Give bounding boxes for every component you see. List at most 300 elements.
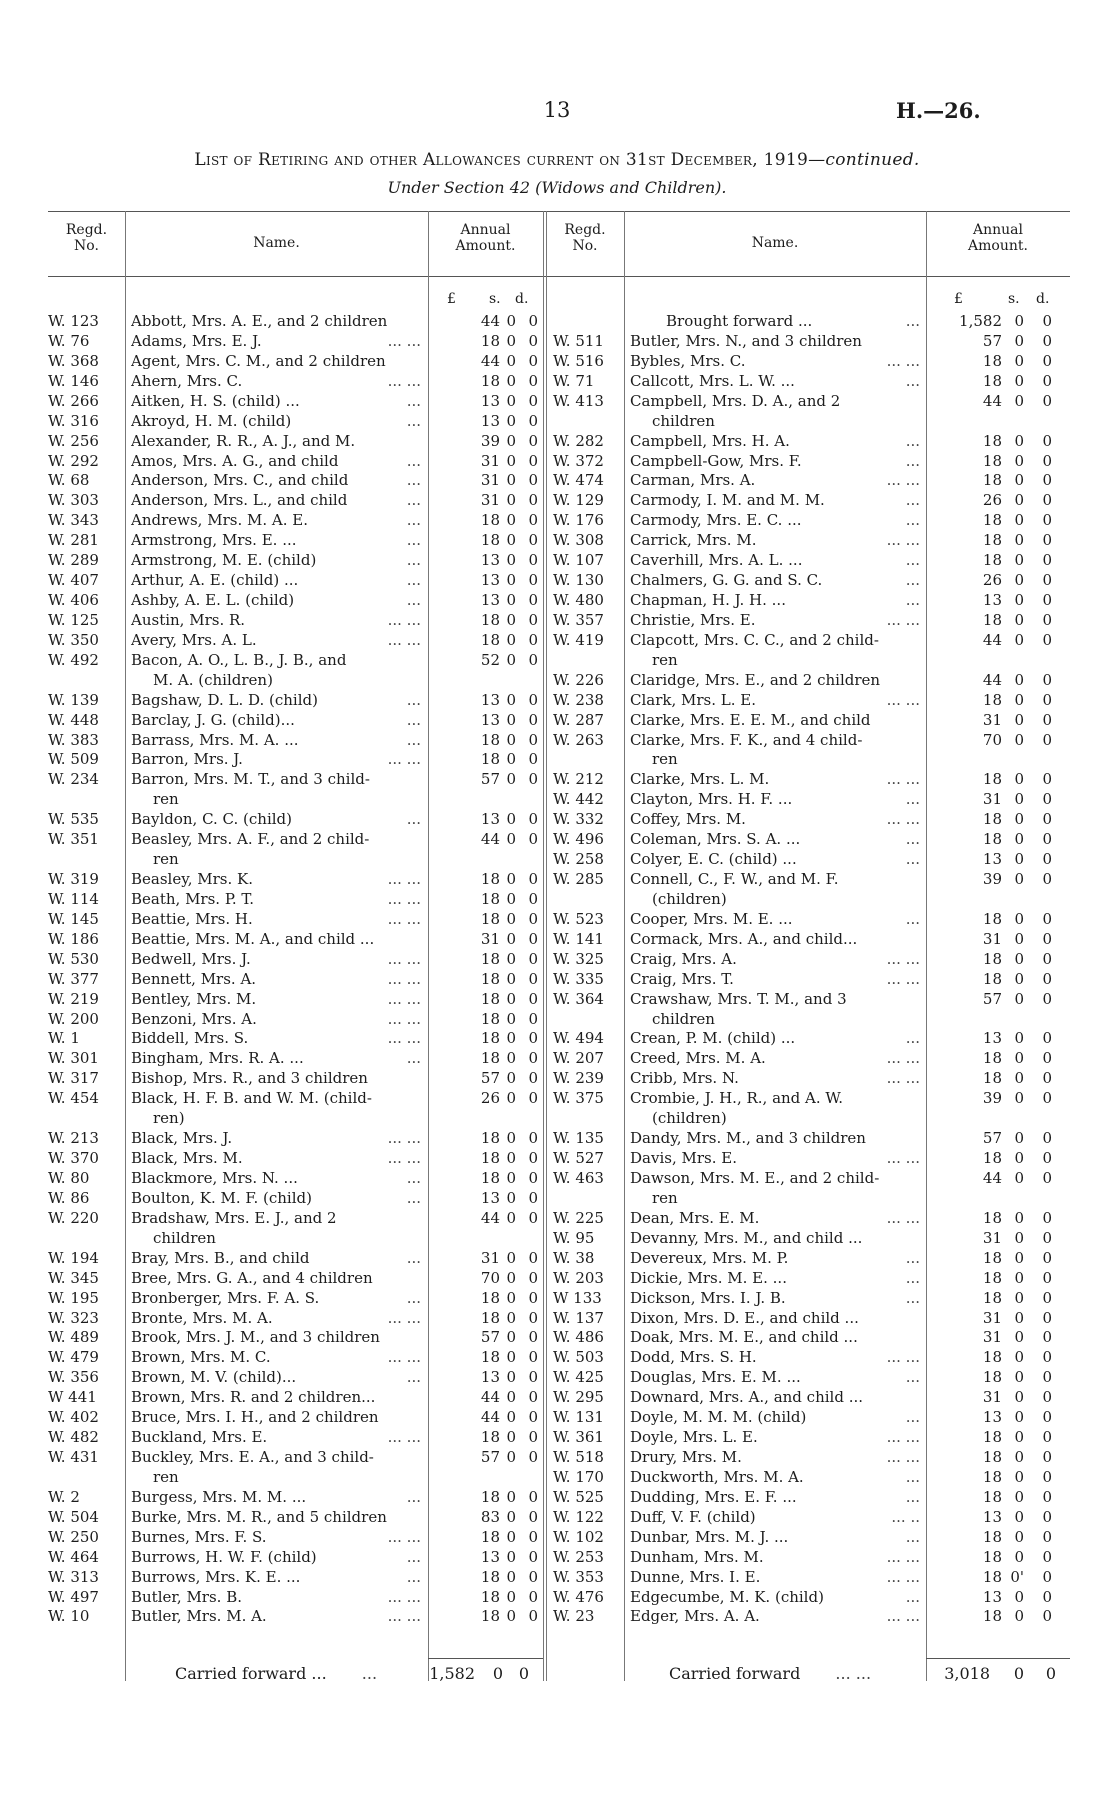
leader-dots: ... ...	[886, 1069, 920, 1088]
amount-shillings: 0	[506, 1129, 516, 1148]
amount-pounds: 18	[982, 1149, 1002, 1168]
table-row	[0, 1427, 1114, 1447]
reg-number: W. 494	[553, 1029, 604, 1048]
amount-shillings: 0	[506, 491, 516, 510]
leader-dots: ...	[905, 431, 920, 450]
amount-shillings: 0	[1014, 1208, 1024, 1227]
name-text: Bray, Mrs. B., and child	[131, 1248, 310, 1267]
reg-number: W. 474	[553, 471, 604, 490]
reg-number: W. 301	[48, 1049, 99, 1068]
amount-pounds: 18	[982, 1049, 1002, 1068]
leader-dots: ...	[406, 1547, 421, 1566]
amount-pounds: 44	[480, 351, 500, 370]
amount-shillings: 0	[1014, 989, 1024, 1008]
amount-pence: 0	[528, 989, 538, 1008]
amount-pence: 0	[528, 1049, 538, 1068]
amount-pence: 0	[1042, 1029, 1052, 1048]
amount-pounds: 18	[982, 810, 1002, 829]
amount-shillings: 0	[506, 710, 516, 729]
reg-number: W. 357	[553, 610, 604, 629]
amount-shillings: 0	[506, 1188, 516, 1207]
name-text: Adams, Mrs. E. J.	[131, 331, 262, 350]
reg-number: W. 131	[553, 1408, 604, 1427]
amount-shillings: 0	[1014, 371, 1024, 390]
name-text: Benzoni, Mrs. A.	[131, 1009, 257, 1028]
amount-pounds: 18	[982, 1448, 1002, 1466]
amount-pence: 0	[528, 830, 538, 849]
name-text: Doak, Mrs. M. E., and child ...	[630, 1328, 858, 1347]
person-name	[630, 1048, 920, 1068]
amount-pounds: 18	[480, 969, 500, 988]
name-text: Barclay, J. G. (child)...	[131, 710, 295, 729]
table-row	[0, 311, 1114, 331]
amount-pence: 0	[1042, 909, 1052, 928]
amount-shillings: 0	[506, 531, 516, 550]
amount-pence: 0	[528, 1168, 538, 1187]
amount-pence: 0	[528, 810, 538, 829]
name-text: Butler, Mrs. N., and 3 children	[630, 331, 862, 350]
amount-shillings: 0	[506, 1448, 516, 1466]
header-no-label: No.	[572, 238, 598, 254]
amount-shillings: 0	[1014, 969, 1024, 988]
amount-shillings: 0'	[1010, 1567, 1024, 1586]
name-text: Dandy, Mrs. M., and 3 children	[630, 1129, 866, 1148]
table-row	[0, 1547, 1114, 1567]
table-row	[0, 1188, 1114, 1208]
reg-number: W. 375	[553, 1089, 604, 1108]
amount-pence: 0	[1042, 1208, 1052, 1227]
reg-number: W. 530	[48, 949, 99, 968]
leader-dots: ... ...	[886, 1567, 920, 1586]
leader-dots: ...	[905, 1029, 920, 1048]
person-name	[630, 670, 920, 690]
reg-number: W. 239	[553, 1069, 604, 1088]
table-row	[0, 710, 1114, 730]
leader-dots: ...	[406, 1188, 421, 1207]
unit-pound-right: £	[954, 291, 963, 307]
reg-number: W. 317	[48, 1069, 99, 1088]
table-row	[0, 1048, 1114, 1068]
name-text: Cormack, Mrs. A., and child...	[630, 929, 858, 948]
amount-pounds: 31	[982, 1388, 1002, 1407]
amount-shillings: 0	[1014, 1089, 1024, 1108]
reg-number: W. 289	[48, 551, 99, 570]
amount-pounds: 18	[480, 1487, 500, 1506]
name-text: Brown, M. V. (child)...	[131, 1368, 297, 1387]
amount-pounds: 44	[982, 391, 1002, 410]
leader-dots: ... ...	[387, 610, 421, 629]
reg-number: W. 226	[553, 670, 604, 689]
name-text: Anderson, Mrs. L., and child	[131, 491, 348, 510]
amount-shillings: 0	[506, 1268, 516, 1287]
name-text: children	[652, 1009, 715, 1028]
amount-shillings: 0	[506, 610, 516, 629]
reg-number: W. 442	[553, 790, 604, 809]
amount-pounds: 18	[982, 969, 1002, 988]
amount-shillings: 0	[1014, 591, 1024, 610]
person-name	[630, 789, 920, 809]
reg-number: W. 220	[48, 1208, 99, 1227]
amount-pounds: 57	[982, 1129, 1002, 1148]
reg-number: W. 511	[553, 331, 604, 350]
amount-pounds: 13	[480, 571, 500, 590]
brought-forward-label	[666, 311, 920, 331]
amount-shillings: 0	[506, 1428, 516, 1447]
amount-pence: 0	[1042, 1487, 1052, 1506]
name-text: ren	[652, 650, 678, 669]
name-text: Doyle, M. M. M. (child)	[630, 1408, 807, 1427]
amount-pence: 0	[1042, 630, 1052, 649]
name-text: Chalmers, G. G. and S. C.	[630, 571, 823, 590]
amount-shillings: 0	[1014, 491, 1024, 510]
leader-dots: ...	[905, 1288, 920, 1307]
name-text: Dudding, Mrs. E. F. ...	[630, 1487, 797, 1506]
amount-shillings: 0	[1014, 1328, 1024, 1347]
reg-number: W. 219	[48, 989, 99, 1008]
amount-pence: 0	[528, 1408, 538, 1427]
person-name	[630, 730, 920, 750]
amount-pence: 0	[528, 571, 538, 590]
name-text: Craig, Mrs. T.	[630, 969, 734, 988]
leader-dots: ... ...	[886, 351, 920, 370]
name-text: Cribb, Mrs. N.	[630, 1069, 739, 1088]
table-row	[0, 829, 1114, 849]
title-main: List of Retiring and other Allowances current on 31st December, 1919—	[194, 150, 826, 170]
person-name	[630, 1487, 920, 1507]
table-row	[0, 470, 1114, 490]
leader-dots: ... ...	[387, 371, 421, 390]
amount-shillings: 0	[1014, 1288, 1024, 1307]
reg-number: W. 253	[553, 1547, 604, 1566]
amount-shillings: 0	[1014, 551, 1024, 570]
amount-pounds: 18	[982, 1547, 1002, 1566]
amount-pounds: 83	[480, 1507, 500, 1526]
reg-number: W. 256	[48, 431, 99, 450]
amount-pounds: 70	[982, 730, 1002, 749]
name-text: Craig, Mrs. A.	[630, 949, 737, 968]
name-text: Devereux, Mrs. M. P.	[630, 1248, 789, 1267]
person-name	[630, 1347, 920, 1367]
reg-number: W. 170	[553, 1467, 604, 1486]
amount-shillings: 0	[1014, 850, 1024, 869]
amount-pounds: 18	[982, 511, 1002, 530]
amount-shillings: 0	[1014, 870, 1024, 889]
amount-pounds: 18	[480, 1168, 500, 1187]
carried-forward-left-pence: 0	[518, 1664, 529, 1683]
amount-pence: 0	[1042, 1268, 1052, 1287]
amount-pence: 0	[1042, 1567, 1052, 1586]
name-text: children	[652, 411, 715, 430]
leader-dots: ... ...	[387, 909, 421, 928]
table-row	[0, 510, 1114, 530]
name-text: Bagshaw, D. L. D. (child)	[131, 690, 318, 709]
amount-pounds: 31	[982, 1328, 1002, 1347]
table-row	[0, 1606, 1114, 1626]
person-name	[630, 1308, 920, 1328]
name-text: Barron, Mrs. M. T., and 3 child-	[131, 770, 370, 789]
amount-pence: 0	[1042, 949, 1052, 968]
amount-pence: 0	[528, 770, 538, 789]
leader-dots: ... ..	[891, 1507, 920, 1526]
person-name	[630, 1028, 920, 1048]
table-row	[0, 730, 1114, 750]
amount-shillings: 0	[506, 511, 516, 530]
amount-pence: 0	[528, 1388, 538, 1407]
amount-pence: 0	[528, 312, 538, 330]
reg-number: W. 509	[48, 750, 99, 769]
amount-pounds: 18	[480, 949, 500, 968]
table-row	[0, 889, 1114, 909]
amount-pounds: 39	[982, 870, 1002, 889]
leader-dots: ... ...	[886, 770, 920, 789]
table-row	[0, 929, 1114, 949]
amount-pounds: 18	[982, 471, 1002, 490]
table-row	[0, 1248, 1114, 1268]
amount-pounds: 18	[480, 1129, 500, 1148]
name-text: ren	[652, 750, 678, 769]
carried-forward-right-dots: ... ...	[835, 1664, 872, 1683]
name-text: Armstrong, Mrs. E. ...	[131, 531, 297, 550]
amount-pounds: 18	[480, 1587, 500, 1606]
header-annual-label: Annual	[460, 222, 511, 238]
amount-pounds: 18	[982, 1069, 1002, 1088]
amount-pence: 0	[528, 431, 538, 450]
amount-pence: 0	[1042, 850, 1052, 869]
name-text: Doyle, Mrs. L. E.	[630, 1428, 758, 1447]
person-name	[630, 391, 920, 411]
name-text: Arthur, A. E. (child) ...	[131, 571, 299, 590]
leader-dots: ...	[406, 1567, 421, 1586]
reg-number: W. 482	[48, 1428, 99, 1447]
amount-pence: 0	[1042, 1248, 1052, 1267]
name-text: Dixon, Mrs. D. E., and child ...	[630, 1308, 859, 1327]
carried-forward-right-pence: 0	[1045, 1664, 1056, 1683]
amount-pounds: 18	[982, 770, 1002, 789]
reg-number: W. 23	[553, 1607, 595, 1626]
name-text: Dodd, Mrs. S. H.	[630, 1348, 757, 1367]
person-name	[630, 1068, 920, 1088]
amount-pounds: 13	[480, 710, 500, 729]
name-text: Blackmore, Mrs. N. ...	[131, 1168, 298, 1187]
name-text: Chapman, H. J. H. ...	[630, 591, 786, 610]
amount-pounds: 13	[480, 411, 500, 430]
leader-dots: ... ...	[886, 1428, 920, 1447]
name-text: Drury, Mrs. M.	[630, 1448, 742, 1466]
leader-dots: ...	[905, 371, 920, 390]
amount-shillings: 0	[506, 1328, 516, 1347]
amount-pence: 0	[1042, 1507, 1052, 1526]
table-row	[0, 1168, 1114, 1188]
leader-dots: ... ...	[387, 1428, 421, 1447]
reg-number: W. 525	[553, 1487, 604, 1506]
leader-dots: ...	[406, 690, 421, 709]
amount-pence: 0	[1042, 511, 1052, 530]
amount-pence: 0	[1042, 371, 1052, 390]
name-text: Coleman, Mrs. S. A. ...	[630, 830, 801, 849]
table-row	[0, 909, 1114, 929]
amount-shillings: 0	[1014, 929, 1024, 948]
reg-number: W. 137	[553, 1308, 604, 1327]
reg-number: W. 353	[553, 1567, 604, 1586]
table-row	[0, 411, 1114, 431]
person-name	[630, 1587, 920, 1607]
amount-pence: 0	[528, 411, 538, 430]
table-row	[0, 530, 1114, 550]
name-text: Clarke, Mrs. L. M.	[630, 770, 770, 789]
amount-pounds: 18	[982, 1487, 1002, 1506]
amount-pounds: 13	[480, 591, 500, 610]
amount-pence: 0	[1042, 531, 1052, 550]
table-row	[0, 989, 1114, 1009]
person-name	[630, 1387, 920, 1407]
amount-pounds: 31	[982, 710, 1002, 729]
amount-pence: 0	[528, 391, 538, 410]
reg-number: W. 319	[48, 870, 99, 889]
amount-shillings: 0	[506, 312, 516, 330]
reg-number: W. 383	[48, 730, 99, 749]
name-text: Anderson, Mrs. C., and child	[131, 471, 349, 490]
amount-pence: 0	[1042, 491, 1052, 510]
leader-dots: ... ...	[886, 1547, 920, 1566]
leader-dots: ... ...	[387, 1029, 421, 1048]
amount-pounds: 13	[480, 1547, 500, 1566]
amount-shillings: 0	[1014, 431, 1024, 450]
person-name	[630, 431, 920, 451]
name-text: Clapcott, Mrs. C. C., and 2 child-	[630, 630, 879, 649]
carried-forward-right-pounds: 3,018	[944, 1664, 990, 1683]
name-text: Beasley, Mrs. A. F., and 2 child-	[131, 830, 370, 849]
amount-shillings: 0	[1014, 1348, 1024, 1367]
person-name	[652, 1108, 920, 1128]
amount-pence: 0	[528, 949, 538, 968]
amount-shillings: 0	[1014, 1448, 1024, 1466]
amount-pounds: 18	[982, 949, 1002, 968]
reg-number: W. 114	[48, 889, 99, 908]
name-text: Beath, Mrs. P. T.	[131, 889, 254, 908]
leader-dots: ... ...	[387, 870, 421, 889]
amount-pence: 0	[528, 1587, 538, 1606]
name-text: Andrews, Mrs. M. A. E.	[131, 511, 308, 530]
carried-forward-right	[669, 1664, 871, 1683]
amount-shillings: 0	[1014, 312, 1024, 330]
table-row	[0, 849, 1114, 869]
amount-shillings: 0	[506, 1308, 516, 1327]
amount-pence: 0	[528, 1368, 538, 1387]
header-regd-left	[48, 222, 125, 254]
amount-pence: 0	[1042, 331, 1052, 350]
amount-pence: 0	[528, 551, 538, 570]
amount-shillings: 0	[506, 551, 516, 570]
amount-pounds: 57	[480, 770, 500, 789]
table-row	[0, 949, 1114, 969]
reg-number: W. 213	[48, 1129, 99, 1148]
leader-dots: ...	[406, 1168, 421, 1187]
amount-pence: 0	[1042, 1587, 1052, 1606]
name-text: Alexander, R. R., A. J., and M.	[131, 431, 356, 450]
reg-number: W. 425	[553, 1368, 604, 1387]
amount-shillings: 0	[1014, 1428, 1024, 1447]
amount-shillings: 0	[506, 1248, 516, 1267]
amount-pounds: 18	[480, 909, 500, 928]
amount-pence: 0	[528, 1208, 538, 1227]
amount-pence: 0	[1042, 1547, 1052, 1566]
amount-shillings: 0	[1014, 770, 1024, 789]
amount-pence: 0	[528, 1448, 538, 1466]
name-text: Beasley, Mrs. K.	[131, 870, 253, 889]
amount-pounds: 13	[982, 1029, 1002, 1048]
name-text: Dunham, Mrs. M.	[630, 1547, 764, 1566]
table-row	[0, 351, 1114, 371]
amount-pence: 0	[528, 1507, 538, 1526]
table-row	[0, 1387, 1114, 1407]
amount-pence: 0	[528, 1029, 538, 1048]
amount-shillings: 0	[506, 391, 516, 410]
table-row	[0, 1587, 1114, 1607]
amount-shillings: 0	[506, 1607, 516, 1626]
leader-dots: ...	[406, 1288, 421, 1307]
reg-number: W. 503	[553, 1348, 604, 1367]
amount-shillings: 0	[1014, 511, 1024, 530]
amount-pence: 0	[528, 889, 538, 908]
amount-pounds: 18	[480, 1049, 500, 1068]
person-name	[630, 1168, 920, 1188]
amount-pounds: 26	[982, 571, 1002, 590]
reg-number: W. 1	[48, 1029, 80, 1048]
table-top-rule	[48, 211, 1070, 212]
amount-pence: 0	[528, 351, 538, 370]
person-name	[652, 1009, 920, 1029]
leader-dots: ...	[406, 730, 421, 749]
carried-forward-right-shillings: 0	[1013, 1664, 1024, 1683]
reg-number: W. 535	[48, 810, 99, 829]
reg-number: W. 489	[48, 1328, 99, 1347]
amount-pounds: 39	[982, 1089, 1002, 1108]
person-name	[630, 1407, 920, 1427]
reg-number: W. 207	[553, 1049, 604, 1068]
leader-dots: ...	[905, 1527, 920, 1546]
amount-pounds: 18	[480, 889, 500, 908]
person-name	[630, 1228, 920, 1248]
table-row	[0, 690, 1114, 710]
person-name	[630, 1527, 920, 1547]
amount-pounds: 18	[480, 1428, 500, 1447]
reg-number: W. 370	[48, 1149, 99, 1168]
reg-number: W. 76	[48, 331, 90, 350]
name-text: Bronberger, Mrs. F. A. S.	[131, 1288, 320, 1307]
name-text: Burnes, Mrs. F. S.	[131, 1527, 267, 1546]
amount-pence: 0	[1042, 710, 1052, 729]
amount-shillings: 0	[506, 1288, 516, 1307]
name-text: Dunne, Mrs. I. E.	[630, 1567, 761, 1586]
reg-number: W. 266	[48, 391, 99, 410]
name-text: Davis, Mrs. E.	[630, 1149, 737, 1168]
leader-dots: ...	[905, 511, 920, 530]
table-row	[0, 1009, 1114, 1029]
amount-pence: 0	[1042, 1149, 1052, 1168]
amount-pence: 0	[1042, 451, 1052, 470]
name-text: Duff, V. F. (child)	[630, 1507, 756, 1526]
amount-pence: 0	[1042, 591, 1052, 610]
name-text: (children)	[652, 1109, 727, 1128]
amount-pence: 0	[528, 1328, 538, 1347]
name-text: Connell, C., F. W., and M. F.	[630, 870, 839, 889]
amount-pence: 0	[1042, 431, 1052, 450]
amount-pence: 0	[1042, 770, 1052, 789]
reg-number: W. 282	[553, 431, 604, 450]
name-text: M. A. (children)	[153, 670, 273, 689]
reg-number: W. 527	[553, 1149, 604, 1168]
leader-dots: ...	[406, 591, 421, 610]
